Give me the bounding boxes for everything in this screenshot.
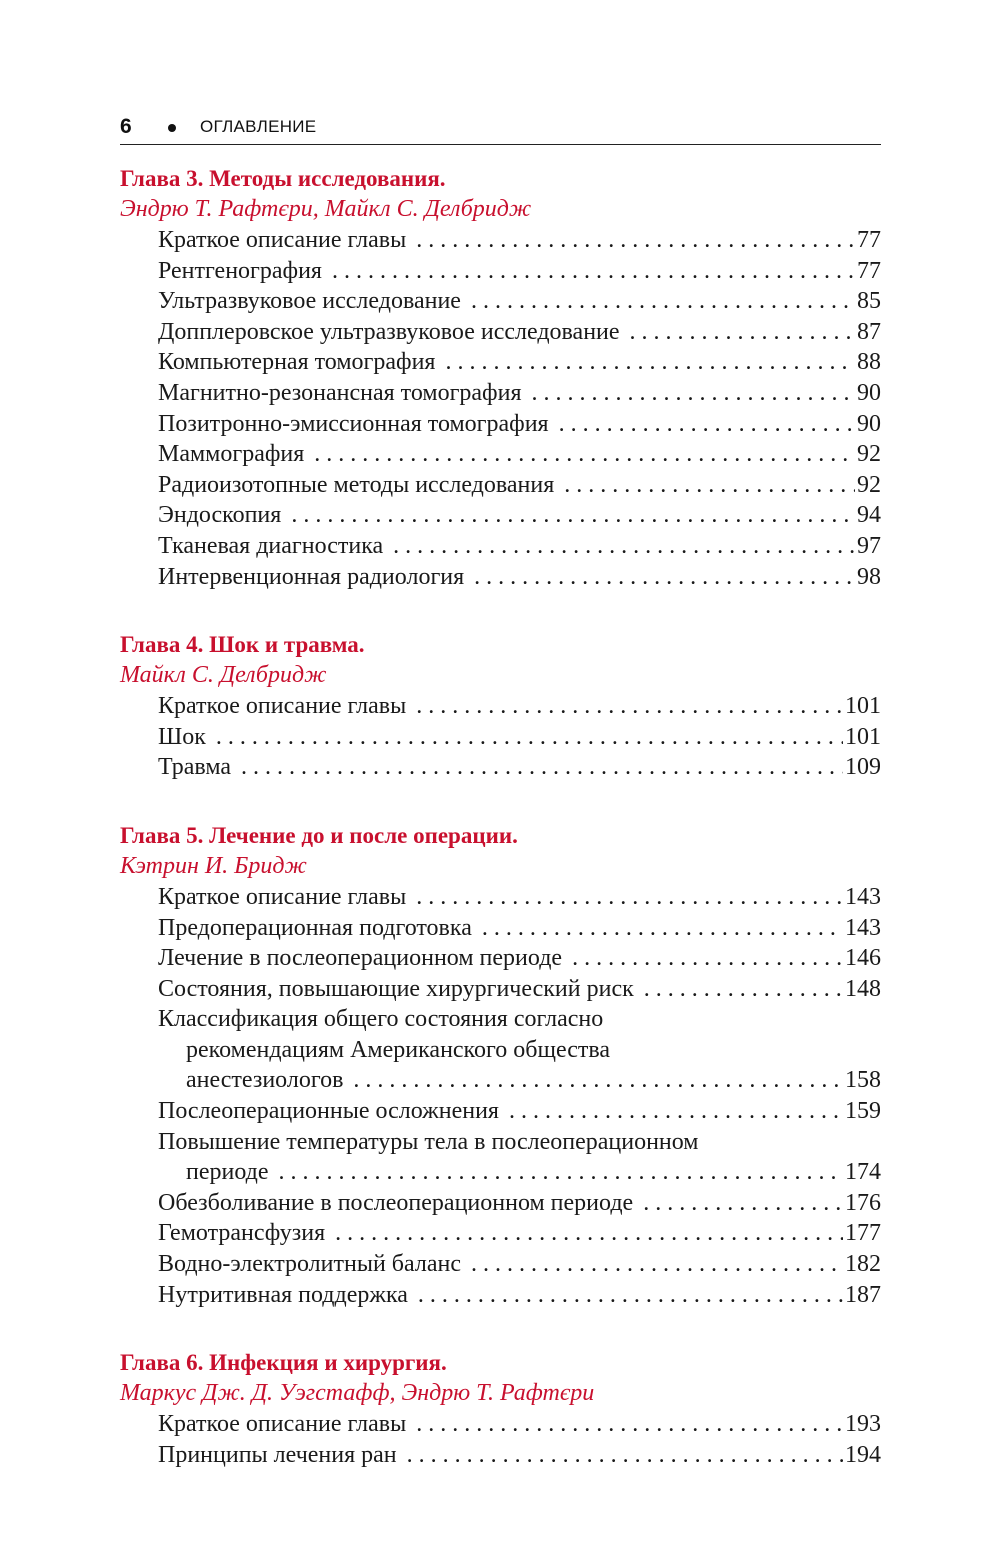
toc-entry[interactable] [120,1249,881,1280]
dot-leader [416,691,843,722]
toc-entry-label: Принципы лечения ран [158,1441,397,1468]
toc-entry-label: Предоперационная подготовка [158,914,472,941]
toc-entry[interactable] [120,1409,881,1440]
toc-entry-label: Повышение температуры тела в послеоперационном [158,1128,699,1155]
header-divider [120,144,881,145]
toc-entry[interactable] [120,347,881,378]
dot-leader [241,752,843,783]
toc-entry[interactable] [120,752,881,783]
toc-entry-page: 146 [845,945,881,972]
dot-leader [482,913,843,944]
toc-entry-label: Эндоскопия [158,502,282,529]
dot-leader [216,722,843,753]
toc-entry-page: 92 [857,441,881,468]
toc-entry[interactable] [120,913,881,944]
toc-entry-last-line [158,1065,881,1096]
toc-entry-page: 159 [845,1098,881,1125]
toc-entry-page: 143 [845,883,881,910]
toc-entry[interactable] [120,439,881,470]
toc-entry-page: 194 [845,1441,881,1468]
toc-entry-page: 94 [857,502,881,529]
dot-leader [644,974,843,1005]
toc-entry[interactable] [120,378,881,409]
toc-entry-page: 176 [845,1189,881,1216]
dot-leader [416,882,843,913]
toc-entry-page: 77 [857,227,881,253]
toc-entry-page: 187 [845,1281,881,1308]
toc-entry[interactable] [120,943,881,974]
toc-entry[interactable] [120,1004,881,1096]
dot-leader [532,378,856,409]
dot-leader [332,256,855,287]
toc-entry[interactable] [120,974,881,1005]
chapter-section [120,629,881,783]
toc-entry-page: 85 [857,288,881,315]
toc-entry-page: 98 [857,563,881,590]
dot-leader [630,317,855,348]
toc-entry[interactable] [120,1188,881,1219]
dot-leader [291,500,855,531]
toc-entry-page: 109 [845,754,881,781]
toc-entry-label: Шок [158,723,206,750]
chapter-title[interactable]: Глава 4. Шок и травма. [120,632,365,658]
chapter-spacer [120,592,881,629]
dot-leader [418,1280,843,1311]
running-head-title: ОГЛАВЛЕНИЕ [200,117,317,136]
toc-entry-label: Нутритивная поддержка [158,1281,408,1308]
toc-entry-label: Послеоперационные осложнения [158,1098,499,1125]
toc-entry[interactable] [120,286,881,317]
toc-entry-page: 101 [845,693,881,720]
toc-entry-label: Травма [158,754,231,781]
toc-entry-page: 158 [845,1067,881,1094]
toc-entry-page: 77 [857,257,881,284]
toc-entry[interactable] [120,1127,881,1188]
toc-entry-label: Водно-электролитный баланс [158,1251,461,1278]
page-number: 6 [120,115,132,138]
toc-entry[interactable] [120,882,881,913]
chapter-section [120,163,881,592]
toc-entry-page: 97 [857,532,881,559]
dot-leader [564,470,855,501]
toc-entry[interactable] [120,409,881,440]
toc-entry-page: 88 [857,349,881,376]
toc-entry-page: 182 [845,1251,881,1278]
toc-entry-page: 90 [857,410,881,437]
toc-entry[interactable] [120,1096,881,1127]
dot-leader [471,1249,843,1280]
chapter-section [120,820,881,1310]
chapter-authors: Кэтрин И. Бридж [120,852,307,879]
toc-entry-label: Интервенционная радиология [158,563,465,590]
toc-entry[interactable] [120,1218,881,1249]
table-of-contents [120,163,881,1470]
dot-leader [335,1218,843,1249]
toc-entry-label: периоде [186,1159,269,1186]
toc-entry[interactable] [120,1280,881,1311]
toc-entry-label: Краткое описание главы [158,227,407,253]
toc-entry-page: 87 [857,318,881,345]
toc-entry-label: Компьютерная томография [158,349,436,376]
toc-entry-label: Лечение в послеоперационном периоде [158,945,563,972]
toc-entry[interactable] [120,691,881,722]
toc-entry-label: Краткое описание главы [158,693,407,720]
dot-leader [643,1188,843,1219]
toc-entry-page: 193 [845,1411,881,1438]
dot-leader [407,1440,843,1471]
toc-entry[interactable] [120,317,881,348]
dot-leader [572,943,843,974]
toc-entry-label: Краткое описание главы [158,883,407,910]
toc-entry-page: 90 [857,379,881,406]
toc-entry-label: Тканевая диагностика [158,532,384,559]
toc-entry-page: 101 [845,723,881,750]
toc-entry-label: Маммография [158,441,305,468]
dot-leader [314,439,855,470]
toc-entry-page: 143 [845,914,881,941]
dot-leader [416,1409,843,1440]
chapter-title[interactable]: Глава 6. Инфекция и хирургия. [120,1350,447,1376]
dot-leader [559,409,855,440]
dot-leader [353,1065,843,1096]
toc-entry[interactable] [120,562,881,593]
toc-entry-label: Краткое описание главы [158,1411,407,1438]
toc-entry[interactable] [120,225,881,256]
toc-entry[interactable] [120,256,881,287]
toc-entry-page: 92 [857,471,881,498]
chapter-spacer [120,783,881,820]
toc-entry[interactable] [120,470,881,501]
dot-leader [474,562,855,593]
running-head [120,112,880,142]
toc-entry-label: Позитронно-эмиссионная томография [158,410,549,437]
toc-entry-label: анестезиологов [186,1067,344,1094]
toc-entry-page: 148 [845,975,881,1002]
toc-entry-label: Классификация общего состояния согласно [158,1006,604,1033]
dot-leader [416,225,855,256]
toc-entry-page: 174 [845,1159,881,1186]
dot-leader [393,531,855,562]
dot-leader [279,1157,843,1188]
toc-entry-label: Состояния, повышающие хирургический риск [158,975,634,1002]
dot-leader [509,1096,843,1127]
toc-entry-label: Допплеровское ультразвуковое исследование [158,318,620,345]
toc-entry-last-line [158,1157,881,1188]
toc-entry[interactable] [120,531,881,562]
chapter-authors: Эндрю Т. Рафтєри, Майкл С. Делбридж [120,196,532,222]
toc-entry-page: 177 [845,1220,881,1247]
toc-entry[interactable] [120,722,881,753]
toc-entry-label: Магнитно-резонансная томография [158,379,522,406]
chapter-title[interactable]: Глава 5. Лечение до и после операции. [120,822,518,848]
toc-entry-label: Обезболивание в послеоперационном периоде [158,1189,634,1216]
toc-entry-label: Рентгенография [158,257,322,284]
bullet-icon [168,124,176,132]
dot-leader [445,347,855,378]
chapter-title[interactable]: Глава 3. Методы исследования. [120,166,446,191]
chapter-authors: Маркус Дж. Д. Уэгстафф, Эндрю Т. Рафтєри [120,1380,595,1407]
toc-entry-label: Гемотрансфузия [158,1220,326,1247]
toc-entry-label: рекомендациям Американского общества [186,1036,610,1063]
dot-leader [471,286,855,317]
chapter-authors: Майкл С. Делбридж [120,662,327,689]
toc-entry[interactable] [120,1440,881,1471]
toc-entry-label: Ультразвуковое исследование [158,288,461,315]
toc-entry[interactable] [120,500,881,531]
chapter-section [120,1347,881,1470]
toc-entry-label: Радиоизотопные методы исследования [158,471,555,498]
chapter-spacer [120,1310,881,1347]
